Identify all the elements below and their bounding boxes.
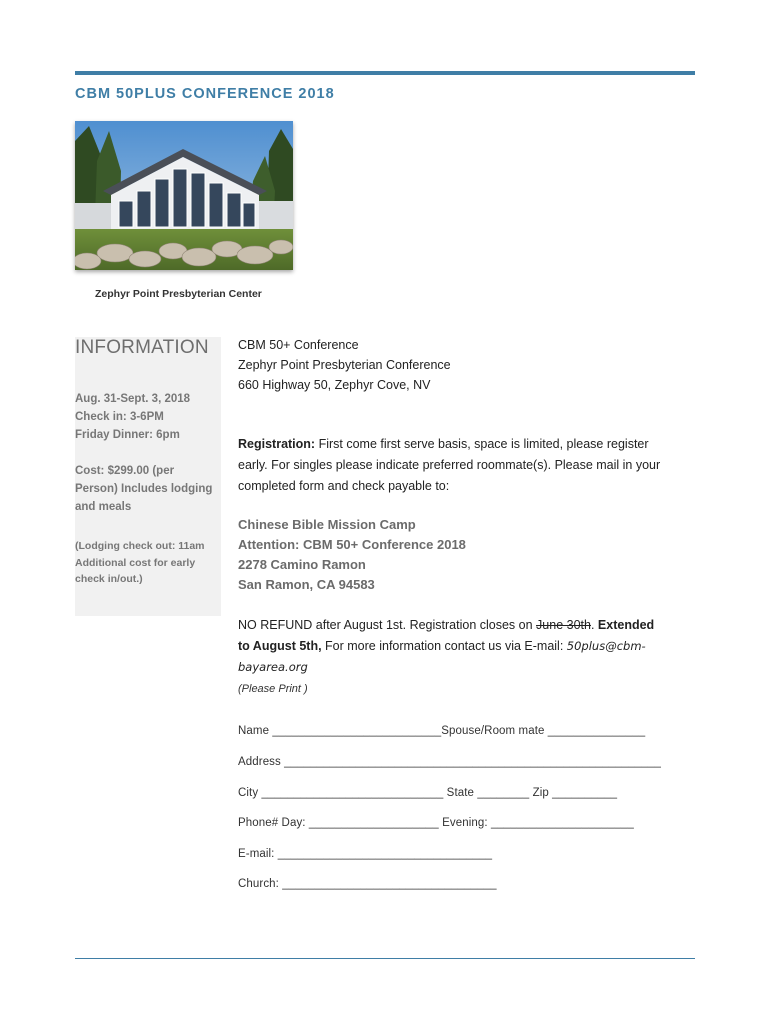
- venue-photo: [75, 121, 293, 270]
- mailing-line: San Ramon, CA 94583: [238, 577, 375, 592]
- contact-email-link[interactable]: bayarea.org: [238, 660, 308, 674]
- top-rule: [75, 71, 695, 75]
- refund-text: NO REFUND after August 1st. Registration closes on: [238, 618, 537, 632]
- bottom-rule: [75, 958, 695, 959]
- church-field[interactable]: Church: _________________________________: [238, 878, 497, 890]
- venue-block: [238, 335, 451, 395]
- registration-text: First come first serve basis, space is limited, please register: [315, 437, 649, 451]
- sidebar-heading: INFORMATION: [75, 337, 209, 358]
- registration-text: early. For singles please indicate preferred roommate(s). Please mail in your: [238, 458, 661, 472]
- please-print-note: (Please Print ): [238, 683, 308, 695]
- mailing-address: [238, 515, 466, 595]
- dinner-line: Friday Dinner: 6pm: [75, 429, 180, 441]
- cost-line: and meals: [75, 501, 132, 513]
- email-field[interactable]: E-mail: _________________________________: [238, 848, 493, 860]
- photo-caption: Zephyr Point Presbyterian Center: [95, 288, 262, 300]
- extended-text: to August 5th,: [238, 639, 322, 653]
- refund-paragraph: [238, 615, 698, 678]
- document-title: CBM 50PLUS CONFERENCE 2018: [75, 86, 335, 102]
- note-line: Additional cost for early: [75, 556, 196, 569]
- venue-address: 660 Highway 50, Zephyr Cove, NV: [238, 378, 431, 392]
- cost-line: Cost: $299.00 (per: [75, 465, 175, 477]
- address-field[interactable]: Address __________________________________________________________: [238, 756, 661, 768]
- lodging-note: [75, 538, 221, 588]
- venue-name: CBM 50+ Conference: [238, 338, 359, 352]
- contact-email-link[interactable]: 50plus@cbm-: [566, 639, 646, 653]
- note-line: check in/out.): [75, 573, 143, 585]
- name-spouse-field[interactable]: Name __________________________Spouse/Room mate _______________: [238, 725, 646, 737]
- venue-photo-image: [75, 121, 293, 270]
- mailing-line: 2278 Camino Ramon: [238, 557, 366, 572]
- refund-text: For more information contact us via E-mail:: [321, 639, 567, 653]
- checkin-line: Check in: 3-6PM: [75, 411, 164, 423]
- event-cost: [75, 462, 221, 516]
- registration-label: Registration:: [238, 437, 316, 451]
- phone-field[interactable]: Phone# Day: ____________________ Evening: ______________________: [238, 817, 634, 829]
- event-dates: [75, 390, 190, 444]
- venue-location: Zephyr Point Presbyterian Conference: [238, 358, 451, 372]
- info-sidebar: [75, 337, 221, 616]
- dates-line: Aug. 31-Sept. 3, 2018: [75, 393, 191, 405]
- mailing-line: Attention: CBM 50+ Conference 2018: [238, 537, 466, 552]
- registration-paragraph: [238, 434, 698, 497]
- registration-text: completed form and check payable to:: [238, 479, 450, 493]
- extended-text: Extended: [597, 618, 655, 632]
- cost-line: Person) Includes lodging: [75, 483, 213, 495]
- note-line: (Lodging check out: 11am: [75, 540, 205, 552]
- refund-text: .: [590, 618, 598, 632]
- city-state-zip-field[interactable]: City ____________________________ State ________ Zip __________: [238, 787, 618, 799]
- mailing-line: Chinese Bible Mission Camp: [238, 517, 416, 532]
- struck-deadline: June 30th: [536, 618, 591, 632]
